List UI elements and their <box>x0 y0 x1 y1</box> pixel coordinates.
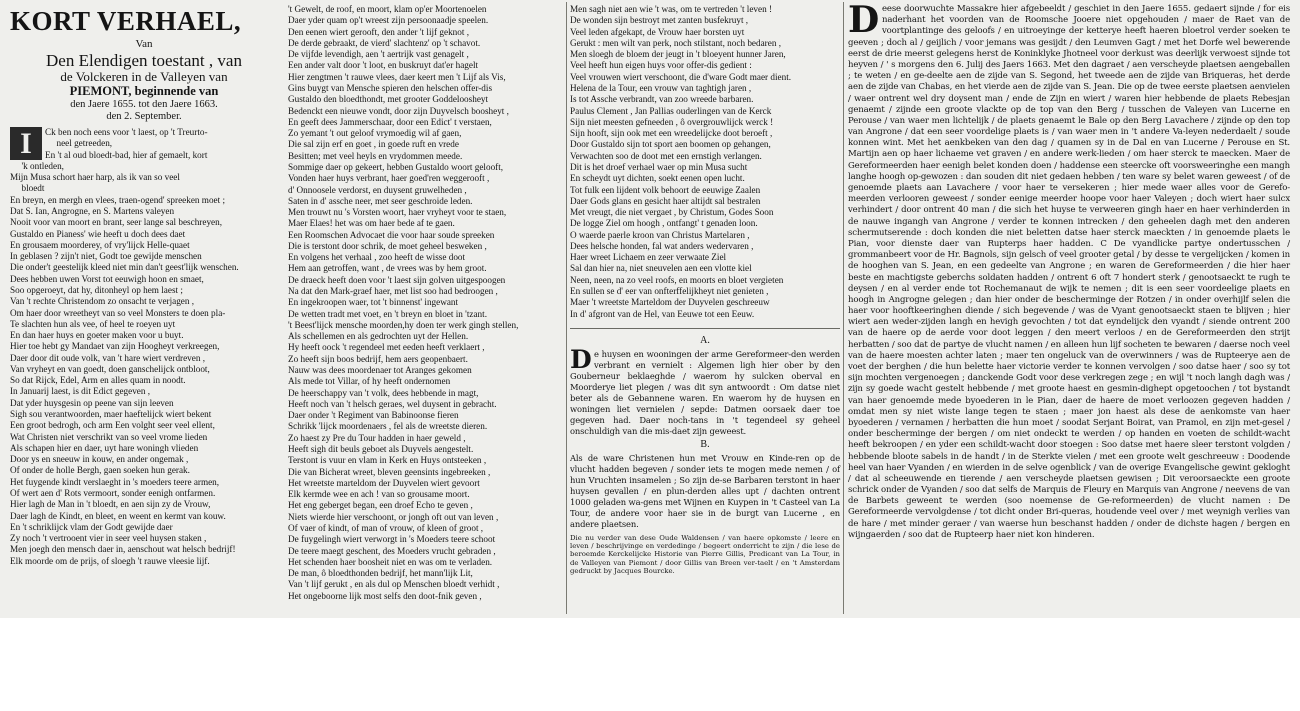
poem-opening-lines: Ck ben noch eens voor 't laest, op 't Treurto- neel getreeden, En 't al oud bloedt-bad, hier af gemaelt, kort 'k ontleden, Mijn Musa schort haer harp, als ik van so veel bloedt <box>10 127 208 194</box>
column-poem-end-notes <box>570 4 840 614</box>
column-poem-middle <box>288 4 562 614</box>
poem-verse-column-1: En breyn, en mergh en vlees, traen-ogend' spreeken moet ; Dat S. Ian, Angrogne, en S. Martens valeyen Nooit voor van moort en brant, seer lange sal beschreyen, Gustaldo en Pianess' wie heeft u doch dees daet En grousaem moorderey, of vry'lijck Helle-quaet In geblasen ? zijn't niet, Godt toe gewijde menschen Die onder't geestelijk kleed niet min dan't geest'lijk wenschen. Dees hebben uwen Vorst tot eeuwigh hoon en smaet, Soo opgeroeyt, dat hy, ditonheyl op hem laest ; Van 't rechte Christendom zo onsacht te verjagen , Om haer door wreetheyt van so veel Monsters te doen pla- Te slachten hun als vee, of heel te roeyen uyt En dan haer huys en goeter maken voor u buyt. Hier toe hebt gy Mandaet van zijn Hoogheyt verkreegen, Daer door dit oude volk, van 't hare wiert verdreven , Van vryheyt en van goedt, doen ganschelijck ontbloot, So dat Rijck, Edel, Arm en alles quam in noodt. In Januarij laest, is dit Edict gegeven , Dat yder huysgesin op peene van sijn leeven Sigh sou verantwoorden, maer haeftelijck wiert bekent Een groot bedrogh, och arm Een volght seer veel ellent, Wat Christen niet verschrikt van so veel vrome lieden Als schapen hier en daer, uyt hare woningh vlieden Door ys en sneeuw in kouw, en ander ongemak , Of onder de holle Bergh, gaen soeken hun gerak. Het fuygende kindt verslaeght in 's moeders teere armen, Of wert aen d' Rots vermoort, sonder eenigh ontfarmen. Hier lagh de Man in 't bloedt, en aen sijn zy de Vrouw, Daer lagh de Kindt, en bleet, en weent en kermt van kouw. En 't schriklijck vlam der Godt gewijde daer Zy noch 't vertrooent vier in seer veel huysen staken , Men joegh den mensch daer in, aenschout wat helsch bedrijf! Elk moorde om de prijs, of sloegh 't rauwe vleesie lijf. <box>10 194 239 566</box>
note-a-initial: D <box>570 344 592 374</box>
prose-account <box>848 0 1290 541</box>
document-title: KORT VERHAEL, <box>10 6 242 36</box>
white-margin <box>0 618 1300 711</box>
column-divider <box>566 2 567 614</box>
column-divider <box>843 2 844 614</box>
decorated-initial: I <box>10 127 42 160</box>
subtitle-line-1: Den Elendigen toestant , van <box>46 51 242 70</box>
subtitle-line-2: de Volckeren in de Valleyen van <box>60 69 228 84</box>
subtitle-line-4: den Jaere 1655. tot den Jaere 1663. <box>70 99 218 110</box>
poem-verse-column-2: 't Gewelt, de roof, en moort, klam op'er Moortenoelen Daer yder quam op't wreest zijn persoonaadje speelen. Den eenen wiert gerooft, den ander 't lijf geknot , De derde gebraakt, de vierd' slachtenz' op 't schavot. De vijfde levendigh, aen 't aertrijk vast genagelt , Een ander valt door 't loot, en buskruyt dat'er hagelt Hier zengtmen 't rauwe vlees, daer keert men 't Lijf als Vis, Gins buygt van Mensche spieren den helschen offer-dis Gustaldo den bloedthondt, met grooter Goddeloosheyt Bedenckt een nieuwe vondt, door zijn Duyvelsch boosheyt , En geeft dees Jammerschaar, door een Edict' t verstaen, Zo yemant 't out geloof vrymoedig wil af gaen, Die sal zijn erf en goet , in goede ruft en vrede Besitten; met veel heyls en vrydommen meede. Sommige daer op gekeert, hebben Gustaldo woort gelooft, Vonden haer huys verbrant, haer goed'ren weggerooft , d' Onnoosele verdorst, en duysent gruwelheden , Saten in d' assche neer, met seer geschroide leden. Men trouwt nu 's Vorsten woort, haer vryheyt voor te staen, Maer Elaes! het was om haer bede af te gaen. Een Roomschen Advocaet die voor haar soude spreeken Die is terstont door schrik, de moet geheel besweken , En volgens het verhaal , zoo heeft de wisse doot Hem aan getroffen, want , de vrees was by hem groot. De draeck heeft doen voor 't laest sijn golven uitgespoogen Na dat den Mark-graef haer, met list soo had bedroogen , En ingekroopen waer, tot 't binnenst' ingewant De wetten tradt met voet, en 't breyn en bloet in 'tzant. 't Beest'lijck mensche moorden,hy doen ter werk gingh stellen, Als schellemen en als gedrochten uyt der Hellen. Hy heeft oock 't regendeel met eeden heeft verklaert , Zo heeft sijn boos bedrijf, hem aers geopenbaert. Nauw was dees moordenaer tot Aranges gekomen Als mede tot Villar, of hy heeft ondernomen De heerschappy van 't volk, dees hebbende in magt, Heeft noch van 't helsch geraes, wel duysent in gebracht. Daer onder 't Regiment van Babinoonse fieren Schrikk 'lijck moordenaers , fel als de wreetste dieren. Zo haest zy Pre du Tour hadden in haer geweld , Heeft sigh dit beuls geboet als Duyvels aengestelt. Terstont is vuur en vlam in Kerk en Huys ontsteeken , Die van Bicherat wreet, bleven geensints ingebreeken , Het wreetste marteldom der Duyvelen wiert gevoort Elk kermde wee en ach ! van so grousame moort. Het eng geberget began, een droef Echo te geven , Niets wierde hier verschoont, or jongh oft out van leven , Of vaer of kindt, of man of vrouw, of kleen of groot , De fuygelingh wiert verworgt in 's Moeders teere schoot De teere maegt geschent, des Moeders vrucht gebraden , Het schenden haer boosheit niet en was om te verladen. De man, ô bloedthonden bedrijf, het mann'lijk Lit, Van 't lijf gerukt , en als dul op Menschen bloedt verhidt , Het ongeboorne lijk most selfs den doot-fnik geven , <box>288 4 519 601</box>
subtitle-line-3: PIEMONT, beginnende van <box>69 84 219 98</box>
note-b-text: Als de ware Christenen hun met Vrouw en Kinde-ren op de vlucht hadden begeven / sonder iets te mogen mede nemen / of hun Vruchten insamelen ; So zijn de-se Barbaren terstont in haer huysen gevallen / en plun-derden alles upt / dachten ontrent 1000 geladen wa-gens met Wijnen en Kuypen in 't Casteel van La Tour, de andere voor haer sie in de burgt van Lucerne , en andere plaetsen. <box>570 452 840 529</box>
section-rule <box>570 328 840 329</box>
note-b-heading: B. <box>700 438 710 450</box>
column-poem-intro <box>10 4 278 614</box>
note-a <box>570 344 840 437</box>
prose-text: eese doorwuchte Massakre hier afgebeeldt / geschiet in den Jaere 1655. gedaert sijnde / for eis naderhant het voorden van de Roomsche Jooere niet opgehouden / maer de Raet van de voortplantinge des geloofs / en uitroeyinge der ketterye heeft haeren bloetrol verder soeken te geeven ; doch al / geijlich / voor jemans was gesijdt / den Leumven Gagt / met het Dorfe wel bewerende eerst de drie meerst gelegens herst de Koninklyke Jhotneel voor derkust was deerlijk verwoest sijnde tot heyven / ' s morgens den 6. Julij des Jaers 1663. Met den dagraet / aen verscheyde plaetsen aengeballen ; te weten / en ge-deelte aen de zijde van S. Segond, het tweede aen de zijde van Briqueras, het derde aen de zijde van Chabas, en het vierde aen de zijde van S. Jean. Die op de twee eerste plaetsen aenvielen / waer ontrent wel dry doysent man / ende de Zijn en wiert / waren hier hebbende de plaets Rebesjan genaemt / zijnde een groote vlackte op de top van den Berg / tusschen de Valeyen van Lucerne en Perouse / van waer men lichtelijk / de plaets genaemt le Bale op den Berg Lavachere / zijnde op den top van Angrone / dat een seer voordelige plaets is / van waer men in 't andere Va-leyen nederdaelt / soude konnen wint. Met het aenkbeken van den dag / quamen sy in de Dal en van Lucerne / Perouse en St. Martijn aen op haer lichaeme vet graven / en andere werk-lieden / om haer sterck te maecken. Maer de Gereformeerden haer eenigh belet konden doen / haddense een steercke oft voorsweeringhe een mangh langhe hoogh op-gewozen : dan souden dit niet gedaen hebben / ten ware sy belet waren geweest / of de genoemde plaets aan Lavachere / voor haer te versekeren ; hier mede waer alles voor de Gerefo-meerden verlooren geweest / sonder eenige meerder hoope voor haer Valeyen ; doch wiert haer sulcx verhindert / door ontrent 40 man / die sich het huyse te verweeren gingh haer en haer verhinderden in de nauwe ingangh van Angrone / verder te konnen intrecken / den geheelen dagh met den anderen schermutserende : doch konden die niet beletten datse haer sterck maeckten / in genoemde plaets le Pian, voor dienste daer van Rupterps haer hadden. C De vyandlicke partye ondertusschen / grommanbeert voor de Hr. Bagnols, sijn gelsch of veel grooter getal / by desse te vergelijcken / komen in de hooghen van S. Jean, en een gedeelte van Angrone ; en waren de Gereformeerden / die hier haer beste en machtigste geberchs soldaten hadden / ontrent 6 oft 7 hondert sterk / genootsaeckt te rugh te deysen / en al verder ende tot Rochemanaut de wijk te nemen ; dit is een seer voordeelige plaets en hoogh in Angrogne gelegen ; dan hier onder de bescherminge der Rotzen / in onder overhijlf selen die haer voor hooftkeeringhen diende / sich begevende / was de Vyant genootsaeckt staen te blijven ; hier wiert aen weder-zijden langh en hevigh gevochten / tot dat eyndelijck den vyandt / siende ontrent 200 van de haere op de aerde voor doot leggen / den meert verloos / en de Gereformeerden den strijt herbatten / soo dat de partye de vlucht namen / en alleen hun lijf socheten te bewaren / daerse noch veel van de haere moesten achter laten ; maer ten ongeluck van de overwinners / was de Rupteerye aen de voet der berghen / die hun belette haer victorie verder te konnen vervolgen / soo datse haer / soo sy tot sijn mochten vergenoegen ; danckende Godt voor dese verkregen zege ; en wijl 't noch langh dagh was / zijn sy goede wacht gestelt hebbende / met groote haest en gesmin-dighept opgetoochen / tot bystandt van haer genoemde mede byoederen in le Pian, daer de haere de moet verloozen gegeven hadden / omdat men sy niet wiste lange tegen te staen ; maer jon haest als dese de aenkomste van haer byoederen / vernamen / herbatten die hun moet / soodat Serjant Boirat, van Pramol, en zijn met-gesel / onder bescherminge der bergen / om niet ondeckt te werden / op handen en voeten de schildt-wacht heeft bekroopen / en yder een schildt-wacht door stoegen : Soo datse met haere sleer terstont volgden / hebbende bloote sabels in de handt / in de Sterkte vielen / met een groote welt geschreeuw : Doodende heel van haer Vyanden / en wierden in de selve ogenblick / van de overige Evangelische gewint gekloght / dat al scheeuwende en tierende / aen verscheyde plaetsen gewisen ; Dit veroorsaeckte een groote schrick onder de Vyanden / soo dat selfs de Marquis de Fleury en Marquis van Angrone / neevens de van de Barbets geweent te werden (soo noemense de Ge-reformeerden) de vlucht namen : De Gereformeerde vervolgdense / tot dicht onder Bri-queras, houdende veel over / met weynigh verlies van de hare / met minder geraer / van waerse hun beschanst hadden / onder de dichste hagen / bergen en wijngaerden / soo dat de Rupteerp haer niet kon hinderen. <box>848 4 1290 540</box>
title-van: Van <box>135 38 153 50</box>
note-reference-text: Die nu verder van dese Oude Waldensen / van haere opkomste / leere en leven / beschrijvinge en verdedinge / begeert onderricht te zijn / die lese de beroemde Kerckelijcke Historie van Pierre Gillis, Predicant van La Tour, in de Valleyen van Piemont / door Gillis van Breen ver-taelt / en 't Amsterdam gedruckt by Jacques Bourcke. <box>570 533 840 576</box>
note-a-heading: A. <box>700 334 710 346</box>
note-a-text: e huysen en wooningen der arme Gereformeer-den werden verbrant en vernielt : Algemen ligh hier ober by den Gouberneur beklaeghde / waerom hy sulcken oberval en Moorderye liet plegen / was dit syn antwoordt : Om datse niet beter als de Gebannene waren. En waerom hy de huysen en woningen liet vernielen / sepde: Datmen oorsaek daer toe gegeven had. Daer noch-tans in 't tegendeel sy geheel onschuldigh van die mis-daet zijn geweest. <box>570 348 840 436</box>
prose-initial: D <box>848 0 880 41</box>
poem-verse-column-3: Men sagh niet aen wie 't was, om te vertreden 't leven ! De wonden sijn bestroyt met zanten busfekruyt , Veel leden afgekapt, de Vrouw haer borsten uyt Gerukt : men wilt van perk, noch stilstant, noch bedaren , Men sloegh de bloem der jeugt in 't bloeyent hunner Jaren, Veel heeft hun eigen huys voor offer-dis gedient : Veel vrouwen wiert verschoont, die d'ware Godt maer dient. Helena de la Tour, een vrouw van taghtigh jaren , Is tot Assche verbrandt, van zoo wreede barbaren. Paulus Clement , Jan Pallias ouderlingen van de Kerck Sijn niet meesten gefneeden , ô overgrouwlijck werck ! Sijn hooft, sijn ook met een wreedelijcke doot beroeft , Door Gustaldo sijn tot sport aen boomen op gehangen, Verwachten soo de doot met een ernstigh verlangen. Dit is het droef verhael waer op min Musa sucht En scheydt uyt dichten, soekt eenen open lucht. Tot fulk een lijdent volk behoort de eeuwige Zaalen Daer Gods glans en gesicht haer altijdt sal bestralen Met vreugt, die niet vergaet , by Christum, Godes Soon De logge Ziel om hoogh , ontfangt' t genaden loon. O waerde paerle kroon van Christus Martelaren , Dees helsche honden, fal wat anders wedervaren , Haer wreet Lichaem en zeer verwaate Ziel Sal dan hier na, niet sneuvelen aen een vlotte kiel Neen, neen, na zo veel roofs, en moorts en bloet vergieten En sullen se d' eer van onfterffelijkheyt niet genieten , Maer 't wreetste Marteldom der Duyvelen geschreeuw In d' afgront van de Hel, van Eeuwe tot een Eeuw. <box>570 4 792 319</box>
column-prose-account <box>848 0 1290 614</box>
subtitle-date: den 2. September. <box>106 111 182 122</box>
